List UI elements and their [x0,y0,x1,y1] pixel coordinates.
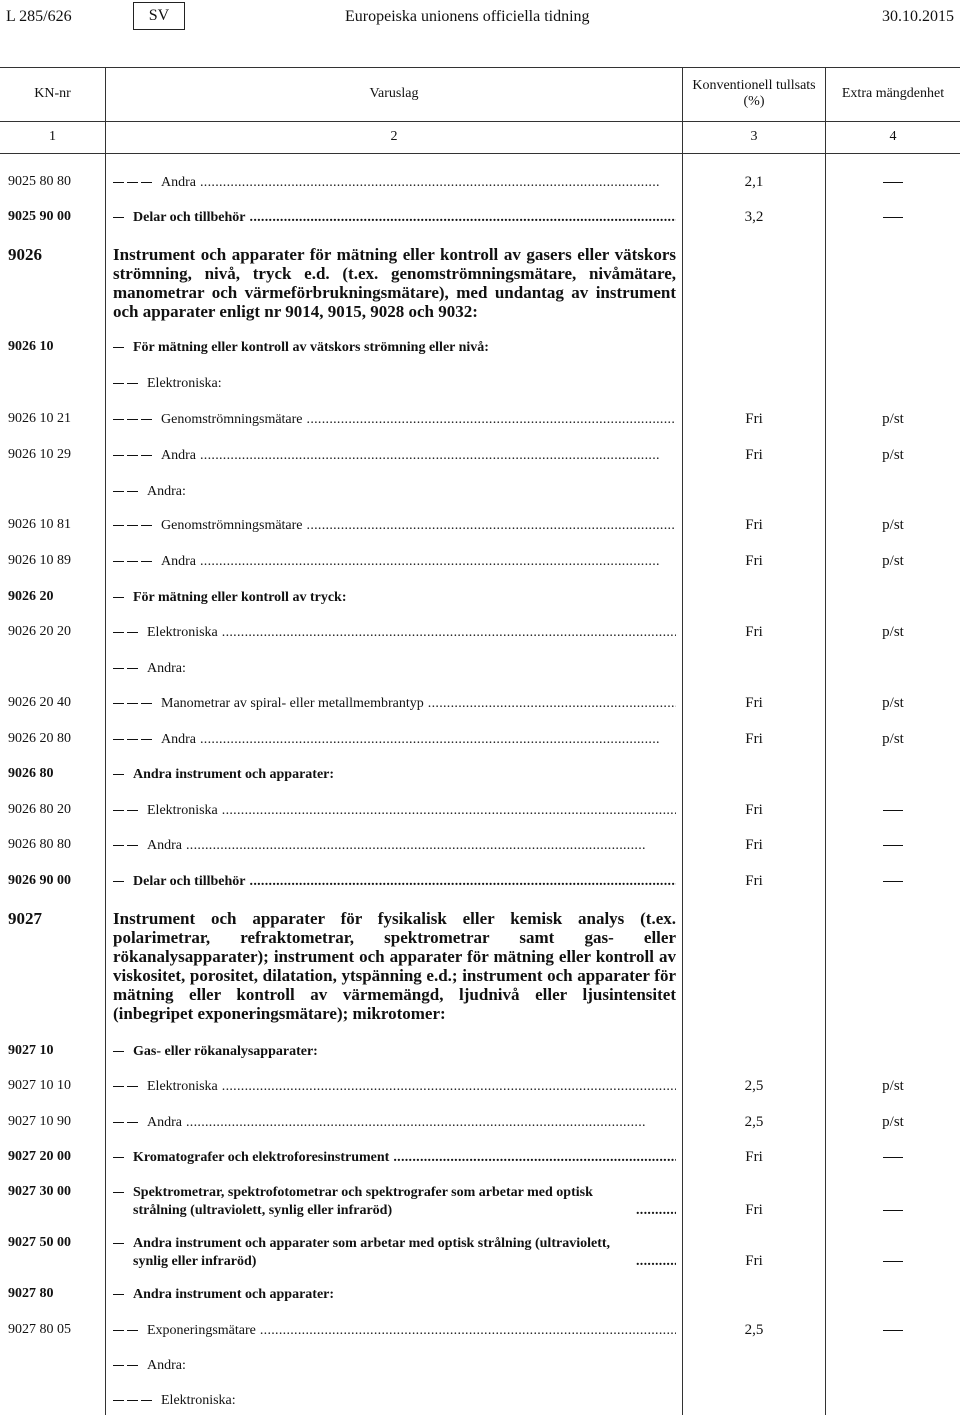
goods-description [113,339,676,357]
indent-dashes [113,447,155,465]
dash-mark [127,632,138,633]
dash-mark [113,845,124,846]
col-header-duty-line2: (%) [743,94,765,109]
indent-dashes [113,731,155,749]
indent-dashes [113,1114,141,1132]
dash-mark [113,881,124,882]
leader-dots [307,517,676,535]
no-unit-dash [883,182,903,183]
description-text: Andra instrument och apparater som arbetar med optisk strålning (ultraviolett, synlig eller infraröd) [133,1236,611,1269]
goods-description [113,624,676,642]
col-header-duty [683,78,825,110]
goods-description [113,483,676,501]
dash-mark [127,810,138,811]
indent-dashes [113,1235,127,1253]
indent-dashes [113,1043,127,1061]
goods-description [113,174,676,192]
supplementary-unit [826,1253,960,1270]
header-rule [0,121,960,122]
kn-code: 9026 80 [8,766,54,781]
dash-mark [113,1400,124,1401]
description-text: Genomströmningsmätare [161,412,303,427]
dash-mark [113,703,124,704]
leader-dots [393,1149,676,1167]
goods-description [113,660,676,678]
goods-description [113,909,676,1023]
duty-rate: Fri [745,1149,763,1165]
duty-rate: 2,5 [744,1078,764,1094]
dash-mark [113,182,124,183]
description-text: Instrument och apparater för mätning eller kontroll av gasers eller vätskors strömning, nivå, tryck e.d. (t.ex. genomströmningsmätare, nivåmätare, manometrar och värmeförbrukningsmätare), med undantag av instrument och apparater enligt nr 9014, 9015, 9028 och 9032: [113,245,676,321]
kn-code: 9027 80 05 [8,1322,71,1337]
goods-description [113,1043,676,1061]
dash-mark [127,525,138,526]
duty-rate: Fri [745,411,763,427]
dash-mark [141,703,152,704]
dash-mark [113,774,124,775]
duty-rate: Fri [745,1202,763,1218]
dash-mark [141,182,152,183]
indent-dashes [113,660,141,678]
page-header [0,0,960,40]
leader-dots [222,624,676,642]
goods-description [113,375,676,393]
indent-dashes [113,1322,141,1340]
goods-description [113,209,676,227]
supplementary-unit: p/st [882,1078,904,1094]
goods-description [113,802,676,820]
description-text: Andra [161,732,196,747]
description-text: Andra [161,554,196,569]
supplementary-unit [826,873,960,890]
leader-dots [222,802,676,820]
kn-code: 9027 10 10 [8,1078,71,1093]
duty-rate: Fri [745,873,763,889]
dash-mark [113,419,124,420]
dash-mark [113,383,124,384]
leader-dots [200,447,676,465]
supplementary-unit: p/st [882,624,904,640]
kn-code: 9025 90 00 [8,209,71,224]
description-text: Elektroniska: [147,376,222,391]
description-text: Andra: [147,484,186,499]
supplementary-unit: p/st [882,553,904,569]
col-header-varuslag: Varuslag [369,86,419,101]
description-text: Elektroniska [147,1079,218,1094]
no-unit-dash [883,1330,903,1331]
dash-mark [113,1243,124,1244]
dash-mark [127,1400,138,1401]
dash-mark [113,491,124,492]
dash-mark [127,703,138,704]
kn-code: 9026 80 20 [8,802,71,817]
dash-mark [113,1051,124,1052]
dash-mark [113,1330,124,1331]
description-text: Andra instrument och apparater: [133,1287,335,1302]
supplementary-unit [826,1322,960,1339]
description-text: Delar och tillbehör [133,210,246,225]
duty-rate: Fri [745,553,763,569]
kn-code: 9027 80 [8,1286,54,1301]
no-unit-dash [883,845,903,846]
no-unit-dash [883,810,903,811]
leader-dots [250,209,676,227]
goods-description [113,1322,676,1340]
description-text: Andra: [147,1358,186,1373]
indent-dashes [113,553,155,571]
leader-dots [260,1322,676,1340]
goods-description [113,411,676,429]
kn-code: 9026 80 80 [8,837,71,852]
kn-code: 9026 [8,245,42,264]
supplementary-unit: p/st [882,411,904,427]
indent-dashes [113,411,155,429]
supplementary-unit [826,209,960,226]
supplementary-unit [826,174,960,191]
duty-rate: Fri [745,731,763,747]
dash-mark [113,1365,124,1366]
dash-mark [113,1086,124,1087]
indent-dashes [113,624,141,642]
dash-mark [141,1400,152,1401]
kn-code: 9027 [8,909,42,928]
description-text: Kromatografer och elektroforesinstrument [133,1150,390,1165]
col-number-3: 3 [750,129,758,144]
indent-dashes [113,483,141,501]
description-text: Spektrometrar, spektrofotometrar och spektrografer som arbetar med optisk strålning (ultraviolett, synlig eller infraröd) [133,1185,593,1218]
col-number-4: 4 [889,129,897,144]
dash-mark [141,561,152,562]
dash-mark [113,561,124,562]
description-text: Elektroniska [147,803,218,818]
supplementary-unit: p/st [882,447,904,463]
col-number-2: 2 [390,129,398,144]
dash-mark [127,383,138,384]
goods-description [113,766,676,784]
goods-description [113,447,676,465]
kn-code: 9027 10 90 [8,1114,71,1129]
dash-mark [113,525,124,526]
dash-mark [127,1330,138,1331]
description-text: Gas- eller rökanalysapparater: [133,1044,318,1059]
dash-mark [113,1294,124,1295]
indent-dashes [113,517,155,535]
supplementary-unit [826,1149,960,1166]
leader-dots [200,731,676,749]
dash-mark [113,347,124,348]
kn-code: 9026 20 40 [8,695,71,710]
no-unit-dash [883,1261,903,1262]
indent-dashes [113,837,141,855]
indent-dashes [113,1357,141,1375]
dash-mark [113,632,124,633]
dash-mark [141,455,152,456]
goods-description [113,1184,676,1220]
goods-description [113,837,676,855]
col-number-1: 1 [49,129,56,144]
leader-dots [636,1253,676,1271]
dash-mark [127,182,138,183]
dash-mark [113,810,124,811]
kn-code: 9026 10 81 [8,517,71,532]
indent-dashes [113,1184,127,1202]
indent-dashes [113,174,155,192]
kn-code: 9026 10 89 [8,553,71,568]
goods-description [113,1392,676,1410]
tariff-table [0,67,960,1415]
indent-dashes [113,766,127,784]
supplementary-unit [826,802,960,819]
duty-rate: Fri [745,447,763,463]
indent-dashes [113,1149,127,1167]
kn-code: 9025 80 80 [8,174,71,189]
col-header-kn: KN-nr [34,86,71,101]
dash-mark [113,739,124,740]
duty-rate: 3,2 [744,209,764,225]
dash-mark [141,739,152,740]
no-unit-dash [883,1157,903,1158]
dash-mark [113,597,124,598]
goods-description [113,731,676,749]
description-text: Instrument och apparater för fysikalisk eller kemisk analys (t.ex. polarimetrar, refraktometrar, spektrometrar samt gas- eller rökanalysapparater); instrument och apparater för mätning eller kontroll av viskositet, porositet, dilatation, ytspänning e.d.; instrument och apparater för mätning eller kontroll av värmemängd, ljudnivå eller ljusintensitet (inbegripet exponeringsmätare); mikrotomer: [113,909,676,1023]
col-divider-1 [105,67,106,1415]
indent-dashes [113,1078,141,1096]
goods-description [113,1235,676,1271]
leader-dots [250,873,676,891]
indent-dashes [113,873,127,891]
description-text: För mätning eller kontroll av tryck: [133,590,347,605]
indent-dashes [113,1286,127,1304]
kn-code: 9026 10 21 [8,411,71,426]
duty-rate: Fri [745,802,763,818]
goods-description [113,517,676,535]
no-unit-dash [883,881,903,882]
description-text: Andra [147,838,182,853]
no-unit-dash [883,217,903,218]
description-text: Andra [161,175,196,190]
goods-description [113,245,676,321]
kn-code: 9026 20 20 [8,624,71,639]
goods-description [113,589,676,607]
indent-dashes [113,802,141,820]
description-text: Manometrar av spiral- eller metallmembrantyp [161,696,424,711]
page-reference: L 285/626 [6,8,72,25]
goods-description [113,1149,676,1167]
dash-mark [113,1122,124,1123]
kn-code: 9027 50 00 [8,1235,71,1250]
publication-date: 30.10.2015 [882,8,954,25]
supplementary-unit: p/st [882,1114,904,1130]
description-text: Andra [147,1115,182,1130]
dash-mark [127,845,138,846]
indent-dashes [113,375,141,393]
kn-code: 9026 20 [8,589,54,604]
duty-rate: 2,5 [744,1114,764,1130]
language-box: SV [133,2,185,30]
dash-mark [127,455,138,456]
dash-mark [127,561,138,562]
leader-dots [428,695,676,713]
col-header-extra: Extra mängdenhet [841,86,945,101]
leader-dots [200,174,676,192]
no-unit-dash [883,1210,903,1211]
kn-code: 9026 90 00 [8,873,71,888]
dash-mark [113,455,124,456]
leader-dots [186,1114,676,1132]
col-header-duty-line1: Konventionell tullsats [692,78,816,93]
journal-title: Europeiska unionens officiella tidning [345,8,590,25]
kn-code: 9026 10 [8,339,54,354]
goods-description [113,1078,676,1096]
duty-rate: Fri [745,1253,763,1269]
duty-rate: Fri [745,517,763,533]
dash-mark [127,491,138,492]
supplementary-unit [826,1202,960,1219]
leader-dots [636,1202,676,1220]
dash-mark [127,739,138,740]
goods-description [113,1114,676,1132]
description-text: Andra: [147,661,186,676]
description-text: Elektroniska: [161,1393,236,1408]
dash-mark [127,1086,138,1087]
duty-rate: 2,5 [744,1322,764,1338]
supplementary-unit: p/st [882,517,904,533]
duty-rate: Fri [745,837,763,853]
dash-mark [127,419,138,420]
leader-dots [200,553,676,571]
goods-description [113,1286,676,1304]
supplementary-unit: p/st [882,695,904,711]
description-text: Andra instrument och apparater: [133,767,335,782]
goods-description [113,873,676,891]
kn-code: 9027 30 00 [8,1184,71,1199]
indent-dashes [113,209,127,227]
indent-dashes [113,339,127,357]
goods-description [113,695,676,713]
dash-mark [127,668,138,669]
duty-rate: Fri [745,695,763,711]
description-text: Exponeringsmätare [147,1323,256,1338]
colnum-rule [0,153,960,154]
duty-rate: 2,1 [744,174,764,190]
kn-code: 9026 20 80 [8,731,71,746]
dash-mark [141,419,152,420]
goods-description [113,1357,676,1375]
dash-mark [141,525,152,526]
supplementary-unit: p/st [882,731,904,747]
leader-dots [222,1078,676,1096]
indent-dashes [113,1392,155,1410]
dash-mark [113,217,124,218]
description-text: Genomströmningsmätare [161,518,303,533]
dash-mark [113,1192,124,1193]
duty-rate: Fri [745,624,763,640]
dash-mark [113,668,124,669]
goods-description [113,553,676,571]
kn-code: 9026 10 29 [8,447,71,462]
leader-dots [186,837,676,855]
indent-dashes [113,589,127,607]
kn-code: 9027 10 [8,1043,54,1058]
description-text: Delar och tillbehör [133,874,246,889]
leader-dots [307,411,676,429]
description-text: Andra [161,448,196,463]
supplementary-unit [826,837,960,854]
description-text: För mätning eller kontroll av vätskors strömning eller nivå: [133,340,489,355]
indent-dashes [113,695,155,713]
dash-mark [127,1122,138,1123]
kn-code: 9027 20 00 [8,1149,71,1164]
dash-mark [113,1157,124,1158]
description-text: Elektroniska [147,625,218,640]
table-top-rule [0,67,960,68]
dash-mark [127,1365,138,1366]
